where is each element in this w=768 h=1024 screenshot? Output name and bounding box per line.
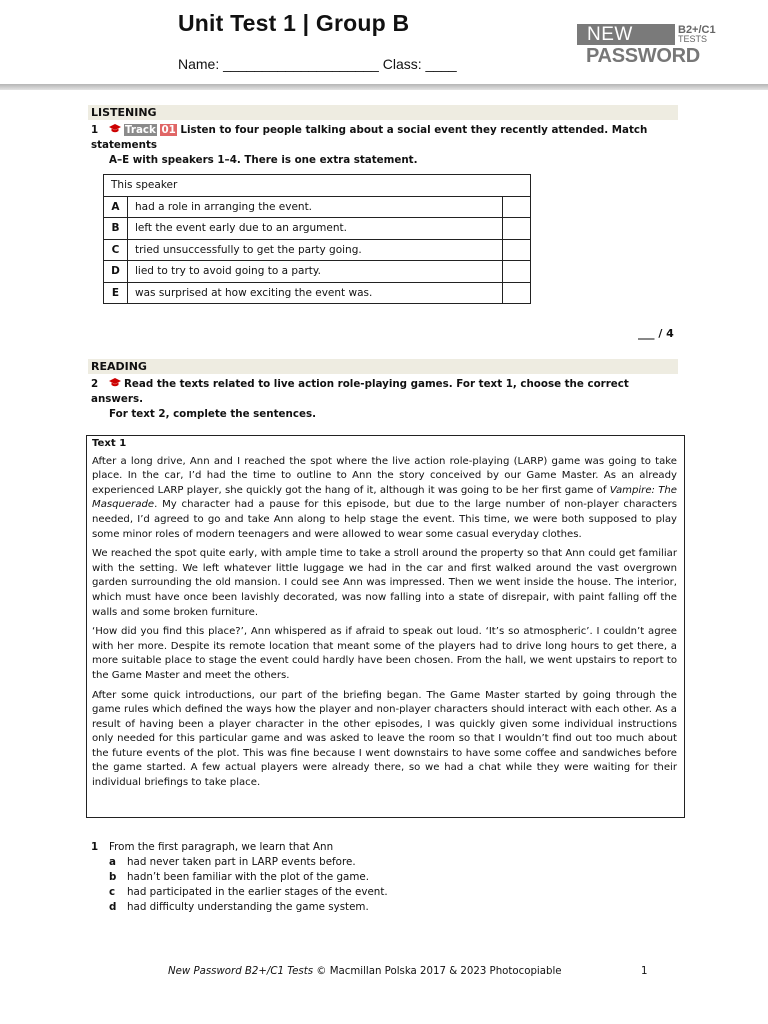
paragraph-4: After some quick introductions, our part of the briefing began. The Game Master started by going through the game rules which defined the ways how the player and non-player characters should interact with each other. As a result of having been a player character in the other episodes, I was quickly given some individual instructions only needed for this particular game and was asked to leave the room so that I wouldn’t find out too much about the future events of the plot. This was fine because I went downstairs to have some coffee and sandwiches before the game started. A few actual players were already there, so we had a chat while they were waiting for their individual briefings to take place.	[92, 689, 677, 789]
reading-text-box	[86, 435, 685, 818]
header-divider	[0, 84, 768, 90]
page-number: 1	[641, 966, 648, 977]
table-row	[104, 261, 531, 283]
answer-option[interactable]	[91, 885, 681, 900]
paragraph-1	[92, 455, 677, 543]
answer-cell[interactable]	[503, 261, 531, 283]
reading-instruction	[91, 377, 681, 422]
track-number: 01	[161, 124, 176, 136]
page-title: Unit Test 1 | Group B	[178, 10, 410, 36]
task-number: 1	[91, 124, 99, 136]
answer-cell[interactable]	[503, 239, 531, 261]
table-row	[104, 218, 531, 240]
statement-letter: A	[104, 196, 128, 218]
graduation-cap-icon	[109, 124, 121, 134]
statement-text: lied to try to avoid going to a party.	[128, 261, 503, 283]
paragraph-1-part-a: After a long drive, Ann and I reached the spot where the live action role-playing (LARP) game was going to take place. In the car, I’d had the time to outline to Ann the story conceived by our Game Master. As an already experienced LARP player, she quickly got the hang of it, although it was going to be her first game of	[92, 455, 677, 496]
instruction-text-line2: A–E with speakers 1–4. There is one extra statement.	[109, 154, 418, 166]
logo-tests: TESTS	[678, 34, 708, 44]
listening-heading: LISTENING	[88, 105, 678, 120]
logo-level: B2+/C1	[678, 24, 716, 36]
name-class-line: Name: ____________________ Class: ____	[178, 56, 457, 72]
answer-option[interactable]	[91, 855, 681, 870]
option-letter: a	[109, 856, 116, 868]
option-letter: b	[109, 871, 117, 883]
table-row	[104, 196, 531, 218]
instruction-text-line2: For text 2, complete the sentences.	[109, 408, 316, 420]
answer-cell[interactable]	[503, 196, 531, 218]
statement-text: tried unsuccessfully to get the party going.	[128, 239, 503, 261]
statement-letter: B	[104, 218, 128, 240]
graduation-cap-icon	[109, 378, 121, 388]
logo-new: NEW	[577, 24, 675, 45]
instruction-text: Listen to four people talking about a social event they recently attended. Match statements	[91, 124, 648, 151]
statement-text: left the event early due to an argument.	[128, 218, 503, 240]
statement-text: was surprised at how exciting the event was.	[128, 282, 503, 304]
question-number: 1	[91, 841, 99, 853]
answer-option[interactable]	[91, 900, 681, 915]
table-header: This speaker	[104, 175, 531, 197]
answer-cell[interactable]	[503, 218, 531, 240]
answer-cell[interactable]	[503, 282, 531, 304]
table-header-row	[104, 175, 531, 197]
statement-letter: C	[104, 239, 128, 261]
option-text: had difficulty understanding the game system.	[127, 901, 369, 913]
option-text: hadn’t been familiar with the plot of the game.	[127, 871, 370, 883]
question-text: From the first paragraph, we learn that Ann	[109, 841, 334, 853]
option-text: had participated in the earlier stages of the event.	[127, 886, 388, 898]
logo-password: PASSWORD	[586, 45, 700, 67]
game-title: Vampire: The Masquerade	[92, 484, 677, 511]
question-stem	[91, 840, 681, 855]
paragraph-2: We reached the spot quite early, with ample time to take a stroll around the property so that Ann could get familiar with the setting. We left whatever little luggage we had in the car and first walked around the vast overgrown garden surrounding the old mansion. I could see Ann was impressed. Then we went inside the house. The interior, which must have once been lavishly decorated, was now falling into a state of disrepair, with paint falling off the walls and some broken furniture.	[92, 548, 677, 618]
answer-option[interactable]	[91, 870, 681, 885]
paragraph-1-part-b: . My character had a pause for this episode, but due to the large number of non-player characters needed, I’d agreed to go and take Ann along to help stage the event. This time, we were both supposed to play some minor roles of modern teenagers and were allowed to wear some casual everyday clothes.	[92, 499, 677, 540]
option-letter: c	[109, 886, 116, 898]
footer-book-title: New Password B2+/C1 Tests	[168, 966, 314, 977]
task-number: 2	[91, 378, 99, 390]
statement-text: had a role in arranging the event.	[128, 196, 503, 218]
footer	[168, 966, 562, 977]
footer-copyright: © Macmillan Polska 2017 & 2023 Photocopiable	[313, 966, 562, 977]
new-password-logo	[577, 24, 727, 70]
instruction-text: Read the texts related to live action role-playing games. For text 1, choose the correct answers.	[91, 378, 629, 405]
reading-heading: READING	[88, 359, 678, 374]
text-title: Text 1	[92, 438, 127, 449]
listening-score: ___ / 4	[638, 327, 674, 340]
statement-letter: D	[104, 261, 128, 283]
matching-table	[103, 174, 531, 304]
option-text: had never taken part in LARP events before.	[127, 856, 356, 868]
statement-letter: E	[104, 282, 128, 304]
paragraph-3: ‘How did you find this place?’, Ann whispered as if afraid to speak out loud. ‘It’s so atmospheric’. I couldn’t agree with her more. Despite its remote location that meant some of the players had to drive long hours to get there, a more suitable place to stage the event could hardly have been chosen. From the hall, we went upstairs to report to the Game Master and meet the others.	[92, 626, 677, 681]
table-row	[104, 282, 531, 304]
track-label: Track	[125, 124, 156, 136]
option-letter: d	[109, 901, 117, 913]
question-block	[91, 840, 681, 915]
table-row	[104, 239, 531, 261]
listening-instruction	[91, 123, 681, 168]
